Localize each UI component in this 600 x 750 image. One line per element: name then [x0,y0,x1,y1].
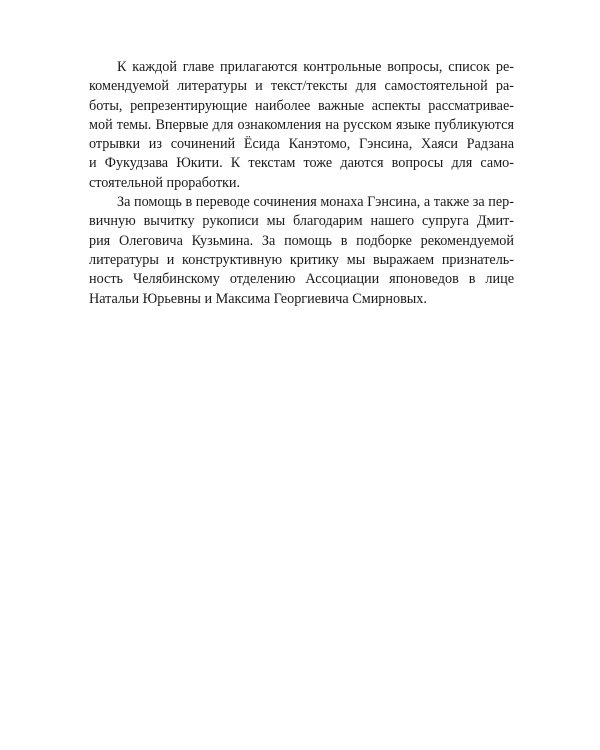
text-line: комендуемой литературы и текст/тексты для самостоятельной ра- [89,78,514,95]
text-line: и Фукудзава Юкити. К текстам тоже даются вопросы для само- [89,155,514,172]
text-line: стоятельной проработки. [89,174,241,191]
text-line: Натальи Юрьевны и Максима Георгиевича Смирновых. [89,290,427,307]
text-line: литературы и конструктивную критику мы выражаем признатель- [89,251,514,268]
text-line: боты, репрезентирующие наиболее важные аспекты рассматривае- [89,97,514,114]
text-line: ность Челябинскому отделению Ассоциации японоведов в лице [89,271,514,288]
body-text [89,58,514,309]
text-line: вичную вычитку рукописи мы благодарим нашего супруга Дмит- [89,213,514,230]
text-line: отрывки из сочинений Ёсида Канэтомо, Гэнсина, Хаяси Радзана [89,136,514,153]
text-line: К каждой главе прилагаются контрольные вопросы, список ре- [117,59,514,75]
text-line: рия Олеговича Кузьмина. За помощь в подборке рекомендуемой [89,232,514,249]
paragraph-2 [89,193,514,309]
text-line: За помощь в переводе сочинения монаха Гэнсина, а также за пер- [117,194,514,211]
paragraph-1 [89,58,514,193]
text-line: мой темы. Впервые для ознакомления на русском языке публикуются [89,116,514,133]
